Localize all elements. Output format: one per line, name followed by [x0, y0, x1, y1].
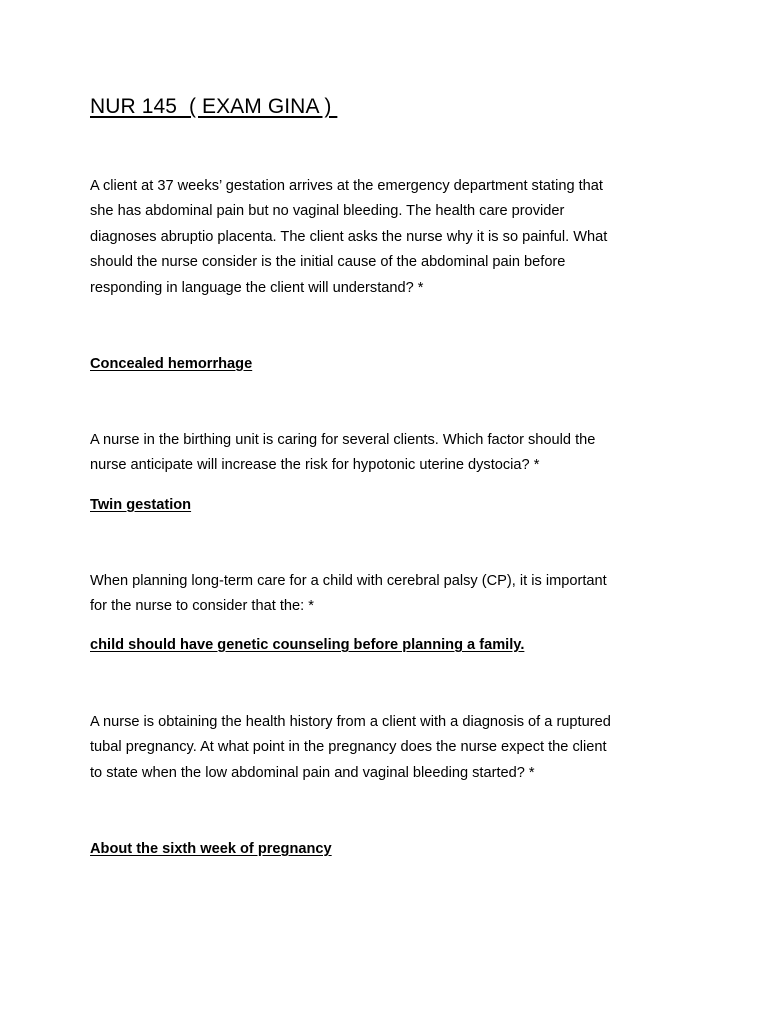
- answer-1: Concealed hemorrhage: [90, 356, 253, 372]
- question-1-line-4: should the nurse consider is the initial cause of the abdominal pain before: [90, 254, 566, 271]
- answer-4: About the sixth week of pregnancy: [90, 841, 332, 857]
- question-2-line-1: A nurse in the birthing unit is caring for several clients. Which factor should the: [90, 432, 596, 448]
- question-3-line-1: When planning long-term care for a child with cerebral palsy (CP), it is important: [90, 573, 607, 589]
- answer-3: child should have genetic counseling before planning a family.: [90, 637, 525, 653]
- question-2: [90, 428, 690, 479]
- question-1-line-1: A client at 37 weeks’ gestation arrives at the emergency department stating that: [90, 178, 603, 194]
- question-1: [90, 174, 690, 301]
- question-3-line-2: for the nurse to consider that the: *: [90, 598, 314, 615]
- question-1-line-5: responding in language the client will understand? *: [90, 279, 424, 296]
- document-title: NUR 145 ( EXAM GINA ): [90, 95, 338, 118]
- question-2-line-2: nurse anticipate will increase the risk for hypotonic uterine dystocia? *: [90, 457, 540, 474]
- question-1-line-3: diagnoses abruptio placenta. The client asks the nurse why it is so painful. What: [90, 228, 608, 245]
- question-4-line-2: tubal pregnancy. At what point in the pregnancy does the nurse expect the client: [90, 739, 607, 756]
- question-4-line-1: A nurse is obtaining the health history from a client with a diagnosis of a ruptured: [90, 714, 611, 730]
- question-4: [90, 710, 690, 786]
- question-3: [90, 569, 690, 620]
- question-1-line-2: she has abdominal pain but no vaginal bleeding. The health care provider: [90, 203, 565, 220]
- answer-2: Twin gestation: [90, 497, 192, 513]
- question-4-line-3: to state when the low abdominal pain and vaginal bleeding started? *: [90, 764, 535, 781]
